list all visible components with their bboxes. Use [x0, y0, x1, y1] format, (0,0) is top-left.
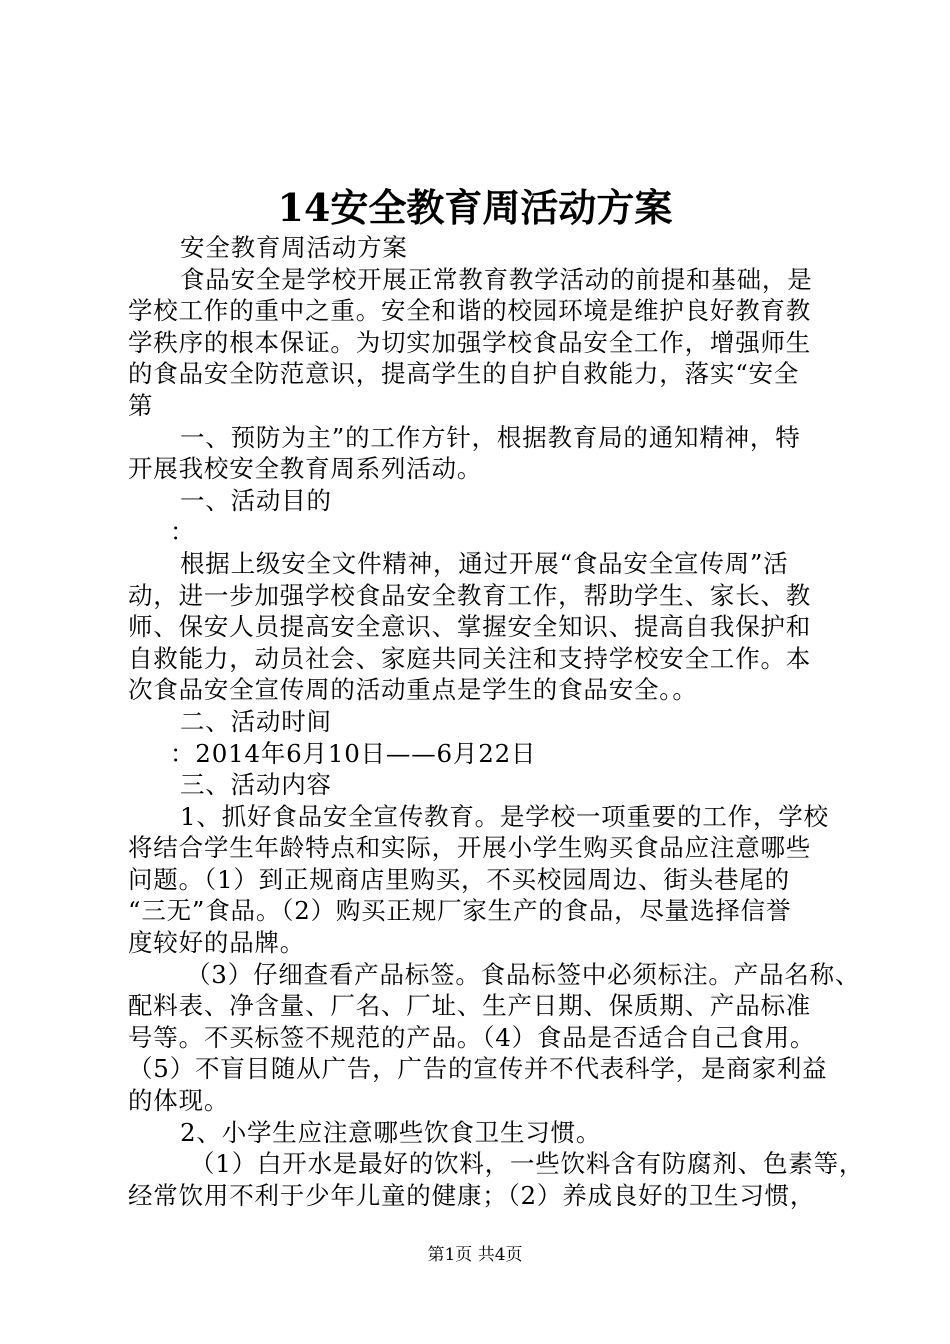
body-line: 第 — [128, 390, 154, 420]
body-line: 学秩序的根本保证。为切实加强学校食品安全工作，增强师生 — [128, 327, 812, 357]
body-line: 动，进一步加强学校食品安全教育工作，帮助学生、家长、教 — [128, 580, 812, 610]
body-line: 将结合学生年龄特点和实际，开展小学生购买食品应注意哪些 — [128, 833, 812, 863]
body-line: ： — [170, 517, 196, 547]
body-line: 的体现。 — [128, 1086, 230, 1116]
body-line: 度较好的品牌。 — [128, 928, 306, 958]
body-line: 食品安全是学校开展正常教育教学活动的前提和基础，是 — [180, 264, 813, 294]
body-line: 的食品安全防范意识，提高学生的自护自救能力，落实“安全 — [128, 359, 800, 389]
body-line: 三、活动内容 — [180, 770, 332, 800]
body-line: 师、保安人员提高安全意识、掌握安全知识、提高自我保护和 — [128, 612, 812, 642]
body-line: 自救能力，动员社会、家庭共同关注和支持学校安全工作。本 — [128, 643, 812, 673]
body-line: 一、预防为主”的工作方针，根据教育局的通知精神，特 — [180, 422, 801, 452]
body-line: （5）不盲目随从广告，广告的宣传并不代表科学，是商家利益 — [128, 1054, 828, 1084]
body-line: （1）白开水是最好的饮料，一些饮料含有防腐剂、色素等， — [190, 1149, 865, 1179]
body-line: 次食品安全宣传周的活动重点是学生的食品安全。。 — [128, 675, 698, 705]
body-line: 安全教育周活动方案 — [180, 233, 408, 262]
body-line: 号等。不买标签不规范的产品。（4）食品是否适合自己食用。 — [128, 1022, 816, 1052]
page-footer: 第1页 共4页 — [427, 1245, 523, 1265]
body-line: 1、抓好食品安全宣传教育。是学校一项重要的工作，学校 — [180, 801, 829, 831]
body-line: 一、活动目的 — [180, 485, 332, 515]
body-line: 经常饮用不利于少年儿童的健康；（2）养成良好的卫生习惯， — [128, 1180, 816, 1210]
body-line: “三无”食品。（2）购买正规厂家生产的食品，尽量选择信誉 — [128, 896, 792, 926]
body-line: （3）仔细查看产品标签。食品标签中必须标注。产品名称、 — [186, 959, 861, 989]
document-body — [128, 232, 865, 1211]
body-line: ：2014年6月10日——6月22日 — [170, 738, 537, 768]
body-line: 学校工作的重中之重。安全和谐的校园环境是维护良好教育教 — [128, 296, 812, 326]
body-line: 二、活动时间 — [180, 706, 332, 736]
body-line: 问题。（1）到正规商店里购买，不买校园周边、街头巷尾的 — [128, 864, 790, 894]
body-line: 根据上级安全文件精神，通过开展“食品安全宣传周”活 — [180, 548, 789, 578]
document-title: 14安全教育周活动方案 — [277, 185, 673, 230]
body-line: 配料表、净含量、厂名、厂址、生产日期、保质期、产品标准 — [128, 991, 812, 1021]
body-line: 开展我校安全教育周系列活动。 — [128, 454, 483, 484]
body-line: 2、小学生应注意哪些饮食卫生习惯。 — [180, 1117, 602, 1147]
